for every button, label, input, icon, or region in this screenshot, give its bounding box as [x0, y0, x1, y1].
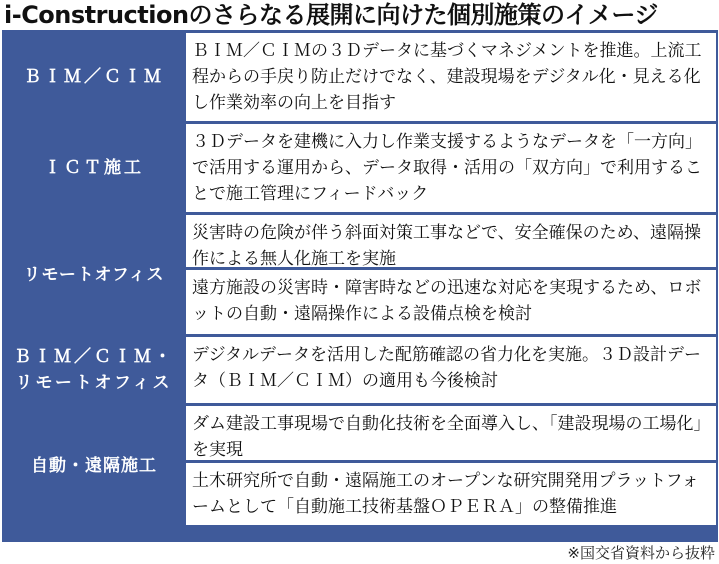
source-note: ※国交省資料から抜粋 [567, 544, 715, 562]
row-desc-bim-cim-remote: デジタルデータを活用した配筋確認の省力化を実施。３Ｄ設計データ（ＢＩＭ／ＣＩＭ）の適用も今後検討 [186, 337, 716, 403]
row-label-bim-cim-remote: ＢＩＭ／ＣＩＭ・リモートオフィス [5, 337, 183, 403]
row-desc-bim-cim: ＢＩＭ／ＣＩＭの３Ｄデータに基づくマネジメントを推進。上流工程からの手戻り防止だけでなく、建設現場をデジタル化・見える化し作業効率の向上を目指す [186, 33, 716, 121]
page-title: i-Constructionのさらなる展開に向けた個別施策のイメージ [4, 1, 658, 29]
row-desc-auto-remote-1: ダム建設工事現場で自動化技術を全面導入し、「建設現場の工場化」を実現 [186, 406, 716, 460]
measures-table [2, 30, 718, 542]
row-label-ict: ＩＣＴ施工 [5, 124, 183, 212]
row-label-auto-remote: 自動・遠隔施工 [5, 406, 183, 525]
row-desc-remote-office-1: 災害時の危険が伴う斜面対策工事などで、安全確保のため、遠隔操作による無人化施工を実施 [186, 215, 716, 267]
row-desc-ict: ３Ｄデータを建機に入力し作業支援するようなデータを「一方向」で活用する運用から、データ取得・活用の「双方向」で利用することで施工管理にフィードバック [186, 124, 716, 212]
row-desc-auto-remote-2: 土木研究所で自動・遠隔施工のオープンな研究開発用プラットフォームとして「自動施工技術基盤ＯＰＥＲＡ」の整備推進 [186, 463, 716, 525]
row-label-bim-cim: ＢＩＭ／ＣＩＭ [5, 33, 183, 121]
row-desc-remote-office-2: 遠方施設の災害時・障害時などの迅速な対応を実現するため、ロボットの自動・遠隔操作による設備点検を検討 [186, 270, 716, 334]
row-label-remote-office: リモートオフィス [5, 215, 183, 334]
